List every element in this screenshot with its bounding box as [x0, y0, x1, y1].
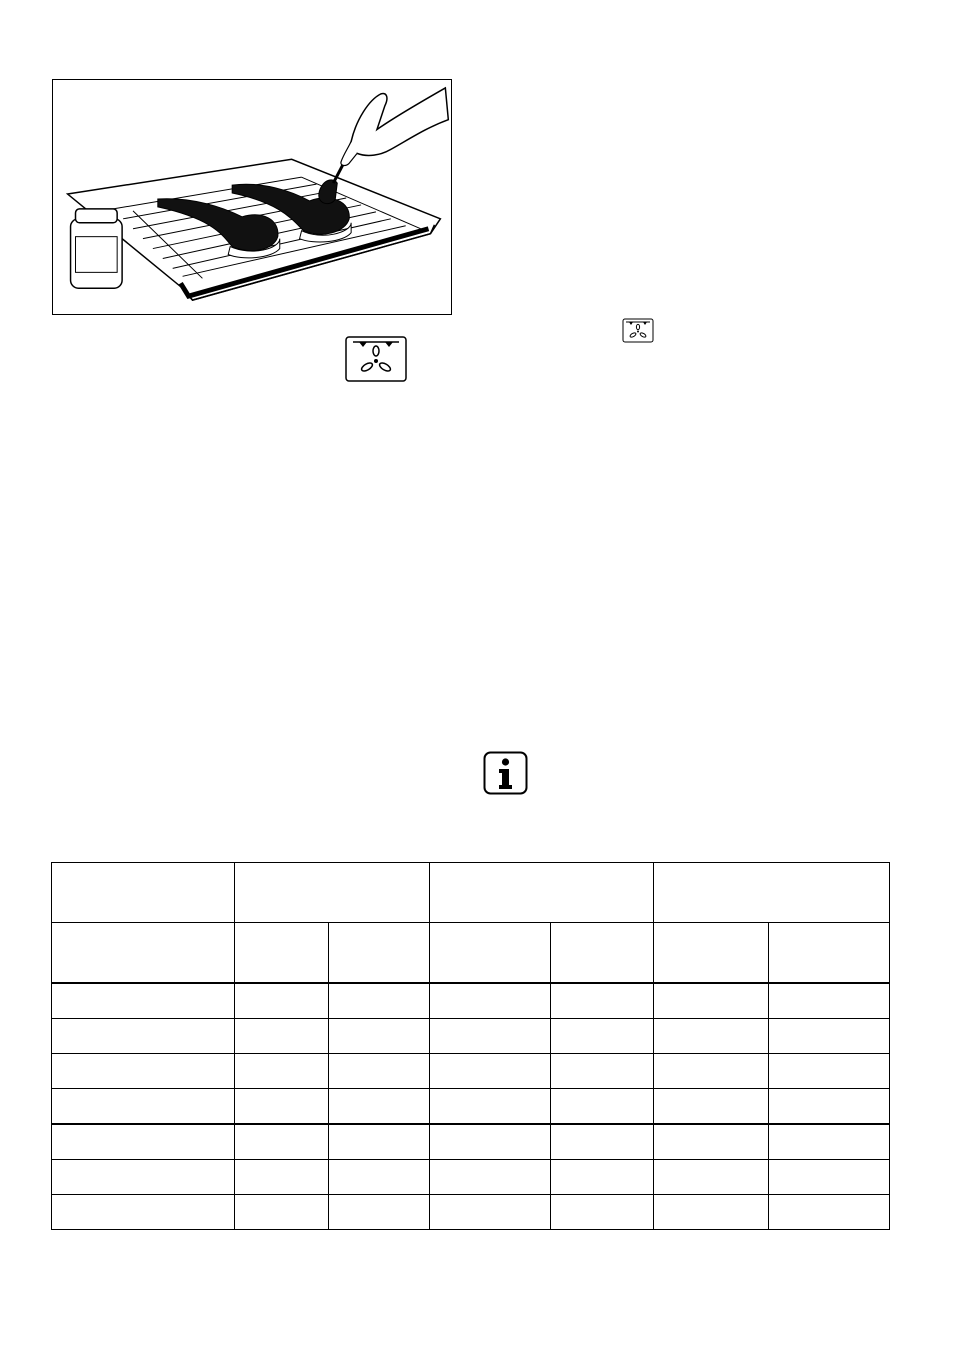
grill-tray-brushing-meat-illustration — [53, 80, 451, 314]
table-cell — [769, 1160, 890, 1195]
table-row — [52, 1089, 890, 1125]
table-cell — [52, 1195, 235, 1230]
grill-fan-function-icon — [622, 318, 654, 343]
table-header-cell — [430, 863, 654, 923]
table-header-cell — [235, 863, 430, 923]
table-cell — [430, 983, 551, 1019]
table-cell — [551, 1195, 654, 1230]
table-cell — [52, 1019, 235, 1054]
table-subheader-cell — [52, 923, 235, 984]
table-cell — [654, 983, 769, 1019]
table-cell — [654, 1124, 769, 1160]
grilling-table — [51, 862, 890, 1230]
table-cell — [329, 1160, 430, 1195]
info-symbol — [483, 751, 528, 795]
table-cell — [329, 1195, 430, 1230]
table-cell — [52, 1160, 235, 1195]
table-cell — [52, 1089, 235, 1125]
table-subheader-cell — [235, 923, 329, 984]
table-cell — [654, 1019, 769, 1054]
table-cell — [430, 1054, 551, 1089]
table-row — [52, 1160, 890, 1195]
table-cell — [329, 1054, 430, 1089]
table-cell — [329, 1124, 430, 1160]
table-cell — [329, 983, 430, 1019]
table-subheader-cell — [551, 923, 654, 984]
table-cell — [769, 1124, 890, 1160]
grill-fan-symbol-small — [622, 318, 654, 343]
table-cell — [430, 1089, 551, 1125]
table-subheader-cell — [430, 923, 551, 984]
table-cell — [551, 983, 654, 1019]
table-cell — [430, 1160, 551, 1195]
table-row — [52, 1195, 890, 1230]
table-row — [52, 1019, 890, 1054]
table-cell — [430, 1019, 551, 1054]
grill-fan-function-icon — [345, 336, 407, 382]
table-subheader-cell — [654, 923, 769, 984]
grill-fan-symbol-large — [345, 336, 407, 382]
table-cell — [52, 1054, 235, 1089]
table-cell — [769, 1089, 890, 1125]
table-cell — [430, 1195, 551, 1230]
table-cell — [769, 1195, 890, 1230]
table-cell — [654, 1089, 769, 1125]
table-row — [52, 1054, 890, 1089]
table-cell — [235, 1124, 329, 1160]
table-header-row — [52, 863, 890, 923]
table-cell — [235, 1054, 329, 1089]
table-cell — [769, 983, 890, 1019]
table-cell — [654, 1195, 769, 1230]
table-cell — [52, 1124, 235, 1160]
table-header-cell — [52, 863, 235, 923]
table-cell — [235, 1089, 329, 1125]
table-cell — [329, 1089, 430, 1125]
table-subheader-cell — [329, 923, 430, 984]
table-cell — [551, 1089, 654, 1125]
table-cell — [654, 1054, 769, 1089]
table-cell — [52, 983, 235, 1019]
table-cell — [235, 1160, 329, 1195]
table-row — [52, 983, 890, 1019]
table-cell — [551, 1054, 654, 1089]
table-cell — [235, 1019, 329, 1054]
info-icon — [483, 751, 528, 795]
table-cell — [769, 1019, 890, 1054]
table-cell — [430, 1124, 551, 1160]
table-cell — [769, 1054, 890, 1089]
table-cell — [551, 1160, 654, 1195]
table-cell — [654, 1160, 769, 1195]
table-cell — [235, 983, 329, 1019]
jar-icon — [71, 209, 123, 288]
table-cell — [235, 1195, 329, 1230]
table-subheader-cell — [769, 923, 890, 984]
table-header-cell — [654, 863, 890, 923]
table-cell — [551, 1124, 654, 1160]
table-row — [52, 1124, 890, 1160]
table-cell — [329, 1019, 430, 1054]
grill-tray-illustration — [52, 79, 452, 315]
table-cell — [551, 1019, 654, 1054]
table-subheader-row — [52, 923, 890, 984]
